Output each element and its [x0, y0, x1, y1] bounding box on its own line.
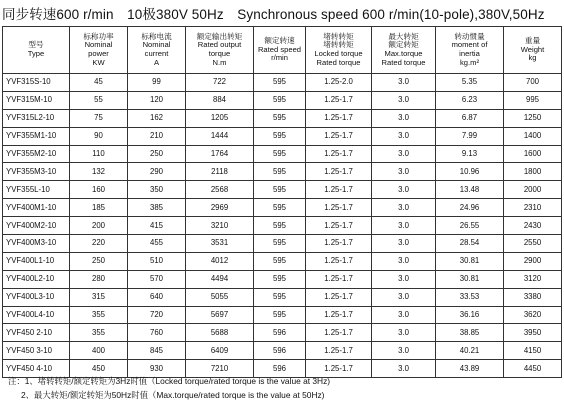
table-cell: 120	[128, 91, 186, 109]
table-cell: 3.0	[372, 288, 436, 306]
table-cell: 3531	[186, 235, 254, 253]
column-header-line: power	[88, 49, 109, 58]
table-cell: 595	[254, 91, 306, 109]
footnote-1: 注：1、堵转转矩/额定转矩为3Hz时值（Locked torque/rated torque is the value at 3Hz)	[8, 376, 331, 386]
table-cell: 3950	[504, 324, 562, 342]
table-cell: 2310	[504, 199, 562, 217]
table-cell: 1.25-2.0	[306, 74, 372, 92]
table-cell: 220	[70, 235, 128, 253]
table-cell: 3.0	[372, 270, 436, 288]
table-cell: 1400	[504, 127, 562, 145]
model-cell: YVF400L2-10	[3, 270, 70, 288]
table-cell: 3.0	[372, 342, 436, 360]
column-header-line: Rated torque	[316, 57, 361, 67]
table-cell: 3.0	[372, 163, 436, 181]
column-header	[306, 27, 372, 74]
table-cell: 5.35	[436, 74, 504, 92]
footnotes	[8, 374, 330, 402]
table-cell: 6409	[186, 342, 254, 360]
table-cell: 3.0	[372, 324, 436, 342]
column-header	[372, 27, 436, 74]
footnote-2: 2、最大转矩/额定转矩为50Hz时值（Max.torque/rated torque is the value at 50Hz)	[21, 390, 325, 400]
table-cell: 2969	[186, 199, 254, 217]
column-header-line: 额定转矩	[388, 40, 419, 50]
table-cell: 250	[128, 145, 186, 163]
table-cell: 510	[128, 252, 186, 270]
table-row	[3, 145, 562, 163]
model-cell: YVF355L-10	[3, 181, 70, 199]
table-cell: 3.0	[372, 74, 436, 92]
model-cell: YVF355M3-10	[3, 163, 70, 181]
column-header-line: current	[144, 49, 169, 58]
column-header	[128, 27, 186, 74]
column-header-line: inertia	[459, 49, 480, 58]
column-header-line: kg	[528, 53, 537, 63]
table-cell: 3.0	[372, 145, 436, 163]
table-cell: 90	[70, 127, 128, 145]
table-cell: 3120	[504, 270, 562, 288]
table-cell: 290	[128, 163, 186, 181]
table-cell: 595	[254, 127, 306, 145]
table-cell: 185	[70, 199, 128, 217]
table-cell: 1205	[186, 109, 254, 127]
table-cell: 5697	[186, 306, 254, 324]
table-cell: 40.21	[436, 342, 504, 360]
column-header-line: A	[153, 57, 160, 67]
table-row	[3, 217, 562, 235]
column-header-line: 标称功率	[83, 31, 114, 41]
table-cell: 160	[70, 181, 128, 199]
table-cell: 720	[128, 306, 186, 324]
column-header	[504, 27, 562, 74]
table-cell: 3.0	[372, 199, 436, 217]
table-cell: 595	[254, 235, 306, 253]
table-cell: 595	[254, 217, 306, 235]
table-cell: 55	[70, 91, 128, 109]
table-cell: 455	[128, 235, 186, 253]
table-cell: 3.0	[372, 91, 436, 109]
table-cell: 210	[128, 127, 186, 145]
table-cell: 3210	[186, 217, 254, 235]
table-cell: 596	[254, 342, 306, 360]
model-cell: YVF400M1-10	[3, 199, 70, 217]
model-cell: YVF400M2-10	[3, 217, 70, 235]
table-cell: 760	[128, 324, 186, 342]
table-cell: 24.96	[436, 199, 504, 217]
table-cell: 36.16	[436, 306, 504, 324]
column-header-line: Type	[27, 49, 45, 58]
table-row	[3, 270, 562, 288]
table-cell: 3.0	[372, 252, 436, 270]
table-cell: 5688	[186, 324, 254, 342]
column-header	[3, 27, 70, 74]
table-cell: 2550	[504, 235, 562, 253]
column-header-line: 堵转转矩	[323, 40, 354, 50]
model-cell: YVF400L3-10	[3, 288, 70, 306]
table-cell: 450	[70, 360, 128, 378]
table-cell: 1.25-1.7	[306, 342, 372, 360]
table-cell: 4150	[504, 342, 562, 360]
table-cell: 132	[70, 163, 128, 181]
table-cell: 595	[254, 163, 306, 181]
table-cell: 596	[254, 324, 306, 342]
table-cell: 250	[70, 252, 128, 270]
table-cell: 3.0	[372, 235, 436, 253]
column-header	[254, 27, 306, 74]
table-cell: 315	[70, 288, 128, 306]
table-cell: 1444	[186, 127, 254, 145]
table-row	[3, 306, 562, 324]
column-header-line: kg.m²	[460, 57, 479, 67]
table-cell: 6.87	[436, 109, 504, 127]
column-header-line: N.m	[212, 57, 227, 67]
table-cell: 4494	[186, 270, 254, 288]
table-cell: 26.55	[436, 217, 504, 235]
table-cell: 3.0	[372, 181, 436, 199]
table-cell: 930	[128, 360, 186, 378]
column-header-line: Nominal	[84, 40, 113, 50]
table-cell: 43.89	[436, 360, 504, 378]
table-cell: 355	[70, 306, 128, 324]
table-cell: 640	[128, 288, 186, 306]
column-header	[70, 27, 128, 74]
model-cell: YVF450 2-10	[3, 324, 70, 342]
model-cell: YVF355M2-10	[3, 145, 70, 163]
table-cell: 595	[254, 199, 306, 217]
table-cell: 595	[254, 306, 306, 324]
table-cell: 1.25-1.7	[306, 163, 372, 181]
table-cell: 2900	[504, 252, 562, 270]
table-row	[3, 127, 562, 145]
table-cell: 884	[186, 91, 254, 109]
table-cell: 3.0	[372, 109, 436, 127]
column-header-line: 额定转速	[264, 36, 295, 46]
table-cell: 845	[128, 342, 186, 360]
table-cell: 2000	[504, 181, 562, 199]
table-cell: 3620	[504, 306, 562, 324]
table-cell: 995	[504, 91, 562, 109]
table-row	[3, 324, 562, 342]
table-cell: 1250	[504, 109, 562, 127]
column-header-line: 标称电流	[141, 31, 172, 41]
column-header-line: Rated output	[197, 40, 242, 50]
table-cell: 1600	[504, 145, 562, 163]
model-cell: YVF315L2-10	[3, 109, 70, 127]
table-cell: 30.81	[436, 252, 504, 270]
specifications-table	[2, 26, 562, 378]
column-header-line: 重量	[524, 36, 541, 46]
table-cell: 1.25-1.7	[306, 181, 372, 199]
table-cell: 7210	[186, 360, 254, 378]
table-cell: 1.25-1.7	[306, 288, 372, 306]
model-cell: YVF315M-10	[3, 91, 70, 109]
table-cell: 1.25-1.7	[306, 360, 372, 378]
table-cell: 2430	[504, 217, 562, 235]
table-cell: 415	[128, 217, 186, 235]
column-header-line: Rated torque	[381, 57, 426, 67]
table-cell: 2118	[186, 163, 254, 181]
table-cell: 595	[254, 288, 306, 306]
table-cell: 5055	[186, 288, 254, 306]
table-cell: 595	[254, 145, 306, 163]
table-cell: 30.81	[436, 270, 504, 288]
table-cell: 9.13	[436, 145, 504, 163]
table-row	[3, 91, 562, 109]
table-cell: 1.25-1.7	[306, 145, 372, 163]
table-cell: 1800	[504, 163, 562, 181]
column-header-line: Max.torque	[384, 49, 423, 58]
column-header-line: Nominal	[142, 40, 171, 50]
model-cell: YVF400M3-10	[3, 235, 70, 253]
column-header-line: torque	[208, 49, 231, 58]
table-cell: 1.25-1.7	[306, 109, 372, 127]
table-cell: 595	[254, 252, 306, 270]
table-row	[3, 288, 562, 306]
column-header-line: KW	[92, 57, 105, 67]
model-cell: YVF315S-10	[3, 74, 70, 92]
column-header-line: r/min	[271, 53, 288, 63]
table-cell: 595	[254, 270, 306, 288]
table-cell: 722	[186, 74, 254, 92]
table-row	[3, 199, 562, 217]
table-cell: 1.25-1.7	[306, 127, 372, 145]
table-cell: 99	[128, 74, 186, 92]
table-cell: 110	[70, 145, 128, 163]
table-cell: 400	[70, 342, 128, 360]
column-header	[186, 27, 254, 74]
column-header-line: 最大转矩	[388, 31, 419, 41]
table-cell: 3.0	[372, 306, 436, 324]
table-cell: 75	[70, 109, 128, 127]
model-cell: YVF450 4-10	[3, 360, 70, 378]
table-cell: 1.25-1.7	[306, 270, 372, 288]
table-cell: 3.0	[372, 127, 436, 145]
column-header-line: 额定输出转矩	[196, 31, 243, 41]
table-cell: 6.23	[436, 91, 504, 109]
table-row	[3, 235, 562, 253]
table-row	[3, 74, 562, 92]
column-header-line: 堵转转矩	[323, 31, 354, 41]
table-cell: 162	[128, 109, 186, 127]
table-cell: 570	[128, 270, 186, 288]
table-cell: 595	[254, 74, 306, 92]
table-cell: 1.25-1.7	[306, 217, 372, 235]
table-cell: 4450	[504, 360, 562, 378]
table-cell: 45	[70, 74, 128, 92]
table-cell: 280	[70, 270, 128, 288]
table-row	[3, 252, 562, 270]
table-cell: 10.96	[436, 163, 504, 181]
table-cell: 1.25-1.7	[306, 252, 372, 270]
table-cell: 355	[70, 324, 128, 342]
table-cell: 1.25-1.7	[306, 199, 372, 217]
table-row	[3, 163, 562, 181]
table-cell: 3380	[504, 288, 562, 306]
table-cell: 1.25-1.7	[306, 324, 372, 342]
column-header-line: 型号	[28, 40, 44, 50]
table-header-row	[3, 27, 562, 74]
column-header-line: 转动惯量	[454, 31, 485, 41]
column-header-line: Weight	[520, 44, 545, 54]
table-cell: 7.99	[436, 127, 504, 145]
table-cell: 1764	[186, 145, 254, 163]
table-cell: 33.53	[436, 288, 504, 306]
table-cell: 3.0	[372, 217, 436, 235]
table-cell: 595	[254, 181, 306, 199]
table-cell: 1.25-1.7	[306, 306, 372, 324]
column-header	[436, 27, 504, 74]
table-cell: 1.25-1.7	[306, 91, 372, 109]
model-cell: YVF355M1-10	[3, 127, 70, 145]
table-cell: 350	[128, 181, 186, 199]
page-title: 同步转速600 r/min 10极380V 50Hz Synchronous speed 600 r/min(10-pole),380V,50Hz	[2, 7, 545, 22]
table-cell: 1.25-1.7	[306, 235, 372, 253]
table-cell: 385	[128, 199, 186, 217]
table-cell: 596	[254, 360, 306, 378]
table-cell: 4012	[186, 252, 254, 270]
column-header-line: Locked torque	[314, 49, 363, 58]
table-row	[3, 109, 562, 127]
column-header-line: moment of	[451, 40, 488, 50]
table-cell: 595	[254, 109, 306, 127]
table-cell: 13.48	[436, 181, 504, 199]
table-cell: 2568	[186, 181, 254, 199]
model-cell: YVF400L4-10	[3, 306, 70, 324]
model-cell: YVF400L1-10	[3, 252, 70, 270]
model-cell: YVF450 3-10	[3, 342, 70, 360]
column-header-line: Rated speed	[257, 44, 302, 54]
table-row	[3, 181, 562, 199]
table-cell: 700	[504, 74, 562, 92]
table-cell: 200	[70, 217, 128, 235]
table-row	[3, 342, 562, 360]
table-cell: 38.85	[436, 324, 504, 342]
table-body	[3, 74, 562, 378]
table-cell: 28.54	[436, 235, 504, 253]
table-cell: 3.0	[372, 360, 436, 378]
